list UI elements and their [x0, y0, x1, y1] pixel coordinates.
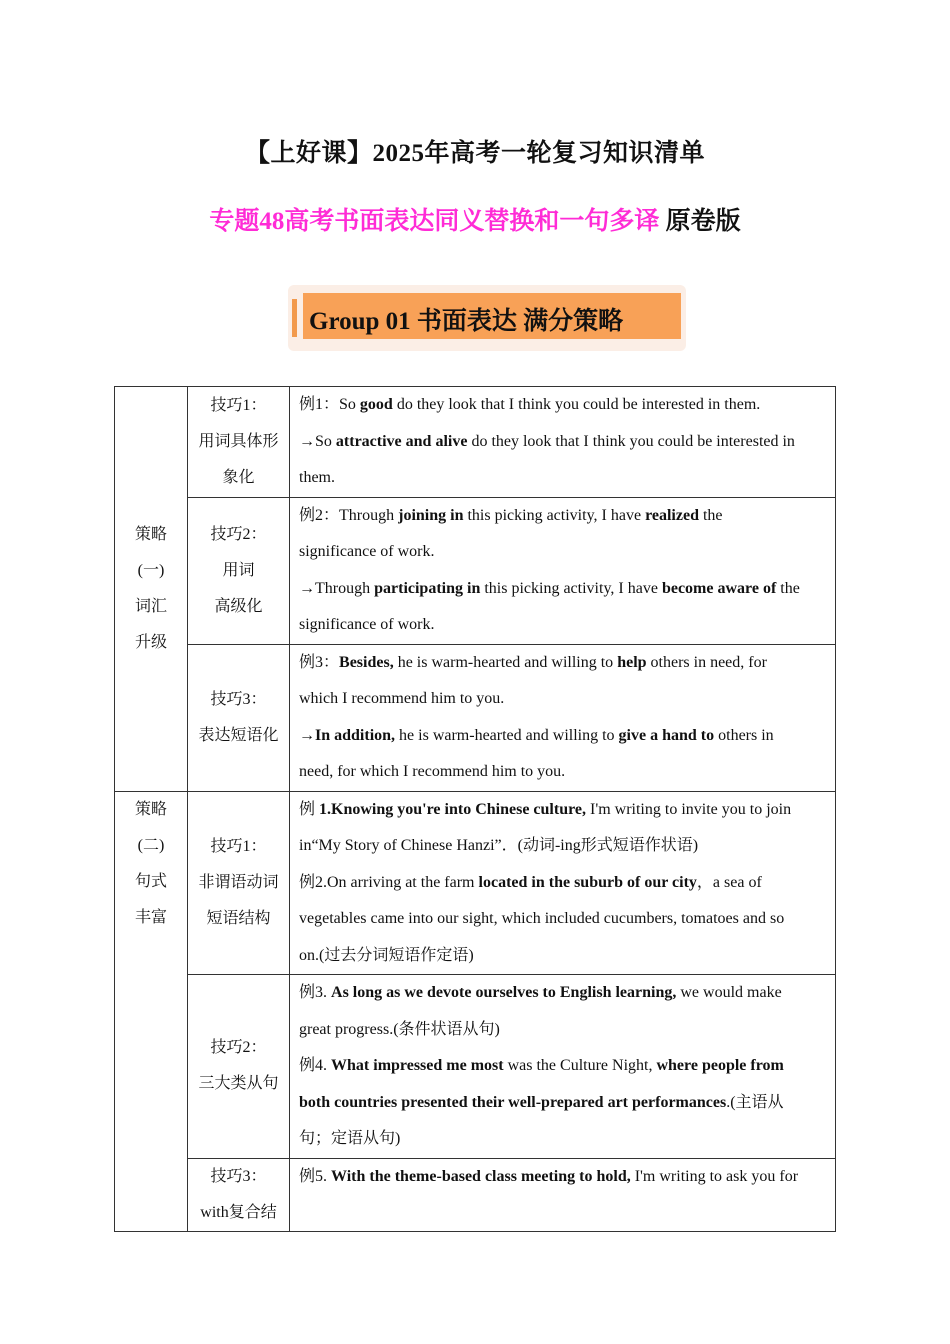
- tip-label-text: [188, 1159, 289, 1231]
- tip-label: [188, 1158, 290, 1231]
- strategy2-label: [115, 791, 188, 1231]
- tip-example: [290, 644, 836, 791]
- text-run: he is warm-hearted and willing to: [395, 726, 619, 744]
- text-run: .(主语从: [726, 1093, 784, 1111]
- table-row: [115, 644, 836, 791]
- bold-phrase: become aware of: [661, 579, 777, 597]
- tip-label: [188, 975, 290, 1159]
- example-line: [299, 387, 827, 424]
- tip-example: [290, 975, 836, 1159]
- example-line: [299, 534, 827, 571]
- text-run: →Through: [299, 579, 375, 597]
- bold-phrase: located in the suburb of our city: [478, 873, 697, 891]
- text-run: was the Culture Night,: [503, 1057, 657, 1074]
- label-line: 丰富: [134, 908, 167, 926]
- example-line: [299, 1085, 827, 1122]
- example-line: [299, 938, 827, 975]
- tip-label: [188, 387, 290, 498]
- tip-example-text: [299, 498, 827, 644]
- bold-phrase: Besides,: [339, 653, 394, 671]
- text-run: →So: [299, 432, 336, 450]
- label-line: (二): [137, 836, 165, 854]
- text-run: 例3.: [299, 984, 332, 1001]
- tip-example: [290, 387, 836, 498]
- label-line: 技巧3：: [210, 690, 267, 708]
- label-line: 句式: [134, 872, 167, 890]
- text-run: 例5.: [299, 1167, 332, 1185]
- text-run: we would make: [676, 984, 782, 1001]
- example-line: [299, 571, 827, 608]
- tip-example-text: [299, 792, 827, 975]
- example-line: [299, 718, 827, 755]
- label-line: 技巧3：: [210, 1167, 267, 1185]
- table-row: [115, 1158, 836, 1231]
- bold-phrase: As long as we devote ourselves to English learning,: [331, 984, 677, 1001]
- example-line: [299, 498, 827, 535]
- text-run: 例: [299, 800, 320, 818]
- text-run: do they look that I think you could be interested in them.: [392, 396, 761, 413]
- bold-phrase: In addition,: [315, 726, 396, 744]
- text-run: which I recommend him to you.: [299, 690, 505, 707]
- label-line: 技巧1：: [210, 396, 267, 414]
- text-run: them.: [299, 469, 335, 486]
- label-line: 象化: [222, 468, 255, 486]
- text-run: the: [776, 579, 800, 597]
- text-run: on.(过去分词短语作定语): [299, 946, 474, 964]
- banner-accent-bar: [292, 299, 297, 337]
- tip-example-text: [299, 1159, 827, 1196]
- text-run: vegetables came into our sight, which included cucumbers, tomatoes and so: [299, 910, 785, 927]
- text-run: do they look that I think you could be interested in: [467, 432, 795, 450]
- tip-example-text: [299, 645, 827, 791]
- bold-phrase: realized: [645, 506, 699, 524]
- tip-label-text: [188, 517, 289, 625]
- label-line: 用词具体形: [198, 432, 279, 450]
- group-heading: Group 01 书面表达 满分策略: [309, 308, 624, 335]
- text-run: others in: [714, 726, 774, 744]
- text-run: this picking activity, I have: [480, 579, 662, 597]
- example-line: [299, 792, 827, 829]
- bold-phrase: help: [617, 653, 647, 671]
- text-run: great progress.(条件状语从句): [299, 1020, 500, 1038]
- bold-phrase: give a hand to: [618, 726, 715, 744]
- text-run: he is warm-hearted and willing to: [393, 653, 618, 671]
- document-subtitle: [0, 201, 950, 237]
- table-row: [115, 497, 836, 644]
- table-row: [115, 791, 836, 975]
- banner-box: [303, 293, 681, 339]
- bold-phrase: attractive and alive: [335, 432, 468, 450]
- strategy1-label-lines: [115, 517, 187, 661]
- label-line: 技巧2：: [210, 1039, 267, 1057]
- subtitle-topic: 专题48高考书面表达同义替换和一句多译: [209, 208, 660, 235]
- bold-phrase: What impressed me most: [331, 1057, 504, 1074]
- strategy2-label-lines: [115, 792, 187, 936]
- example-line: [299, 645, 827, 682]
- text-run: significance of work.: [299, 543, 435, 560]
- label-line: 用词: [222, 561, 255, 579]
- subtitle-version: 原卷版: [665, 208, 741, 235]
- tip-example: [290, 791, 836, 975]
- bold-phrase: where people from: [656, 1057, 784, 1074]
- tip-label: [188, 791, 290, 975]
- label-line: 词汇: [134, 597, 167, 615]
- example-line: [299, 681, 827, 718]
- tip-label-text: [188, 1030, 289, 1102]
- strategy-table: [114, 386, 836, 1232]
- example-line: [299, 1159, 827, 1196]
- example-line: [299, 975, 827, 1012]
- example-line: [299, 754, 827, 791]
- bold-phrase: both countries presented their well-prepared art performances: [299, 1093, 727, 1111]
- example-line: [299, 865, 827, 902]
- tip-label: [188, 644, 290, 791]
- tip-label-text: [188, 388, 289, 496]
- label-line: (一): [137, 561, 165, 579]
- text-run: 例2：Through: [299, 506, 399, 524]
- example-line: [299, 607, 827, 644]
- text-run: the: [698, 506, 723, 524]
- strategy1-label: [115, 387, 188, 792]
- tip-example-text: [299, 975, 827, 1158]
- text-run: 例2.On arriving at the farm: [299, 873, 479, 891]
- text-run: 例4.: [299, 1057, 332, 1074]
- tip-label: [188, 497, 290, 644]
- text-run: →: [299, 726, 315, 744]
- label-line: 三大类从句: [198, 1075, 279, 1093]
- tip-example: [290, 1158, 836, 1231]
- tip-label-text: [188, 829, 289, 937]
- example-line: [299, 828, 827, 865]
- bold-phrase: 1.Knowing you're into Chinese culture,: [319, 800, 586, 818]
- label-line: 高级化: [214, 597, 263, 615]
- label-line: 策略: [134, 525, 167, 543]
- text-run: 句；定语从句): [299, 1130, 401, 1147]
- text-run: this picking activity, I have: [463, 506, 646, 524]
- text-run: ，a sea of: [696, 873, 762, 891]
- text-run: 例1：So: [299, 396, 360, 413]
- example-line: [299, 901, 827, 938]
- text-run: others in need, for: [646, 653, 767, 671]
- tip-example: [290, 497, 836, 644]
- bold-phrase: participating in: [374, 579, 481, 597]
- text-run: I'm writing to ask you for: [630, 1167, 799, 1185]
- label-line: 非谓语动词: [198, 873, 279, 891]
- example-line: [299, 424, 827, 461]
- example-line: [299, 1012, 827, 1049]
- text-run: 例3：: [299, 653, 340, 671]
- label-line: 技巧2：: [210, 525, 267, 543]
- label-line: with复合结: [200, 1203, 277, 1221]
- text-run: need, for which I recommend him to you.: [299, 763, 566, 780]
- example-line: [299, 460, 827, 497]
- bold-phrase: With the theme-based class meeting to hold,: [331, 1167, 631, 1185]
- text-run: I'm writing to invite you to join: [586, 800, 792, 818]
- table-row: [115, 975, 836, 1159]
- label-line: 短语结构: [206, 909, 271, 927]
- document-title: 【上好课】2025年高考一轮复习知识清单: [244, 140, 705, 167]
- group-heading-banner: [288, 285, 686, 351]
- label-line: 技巧1：: [210, 837, 267, 855]
- example-line: [299, 1048, 827, 1085]
- bold-phrase: good: [359, 396, 393, 413]
- example-line: [299, 1121, 827, 1158]
- text-run: significance of work.: [299, 616, 435, 633]
- label-line: 表达短语化: [198, 726, 279, 744]
- text-run: in“My Story of Chinese Hanzi”．(动词-ing形式短语作状语): [299, 837, 699, 854]
- table-row: [115, 387, 836, 498]
- label-line: 升级: [134, 633, 167, 651]
- bold-phrase: joining in: [398, 506, 464, 524]
- tip-example-text: [299, 387, 827, 497]
- tip-label-text: [188, 682, 289, 754]
- label-line: 策略: [134, 800, 167, 818]
